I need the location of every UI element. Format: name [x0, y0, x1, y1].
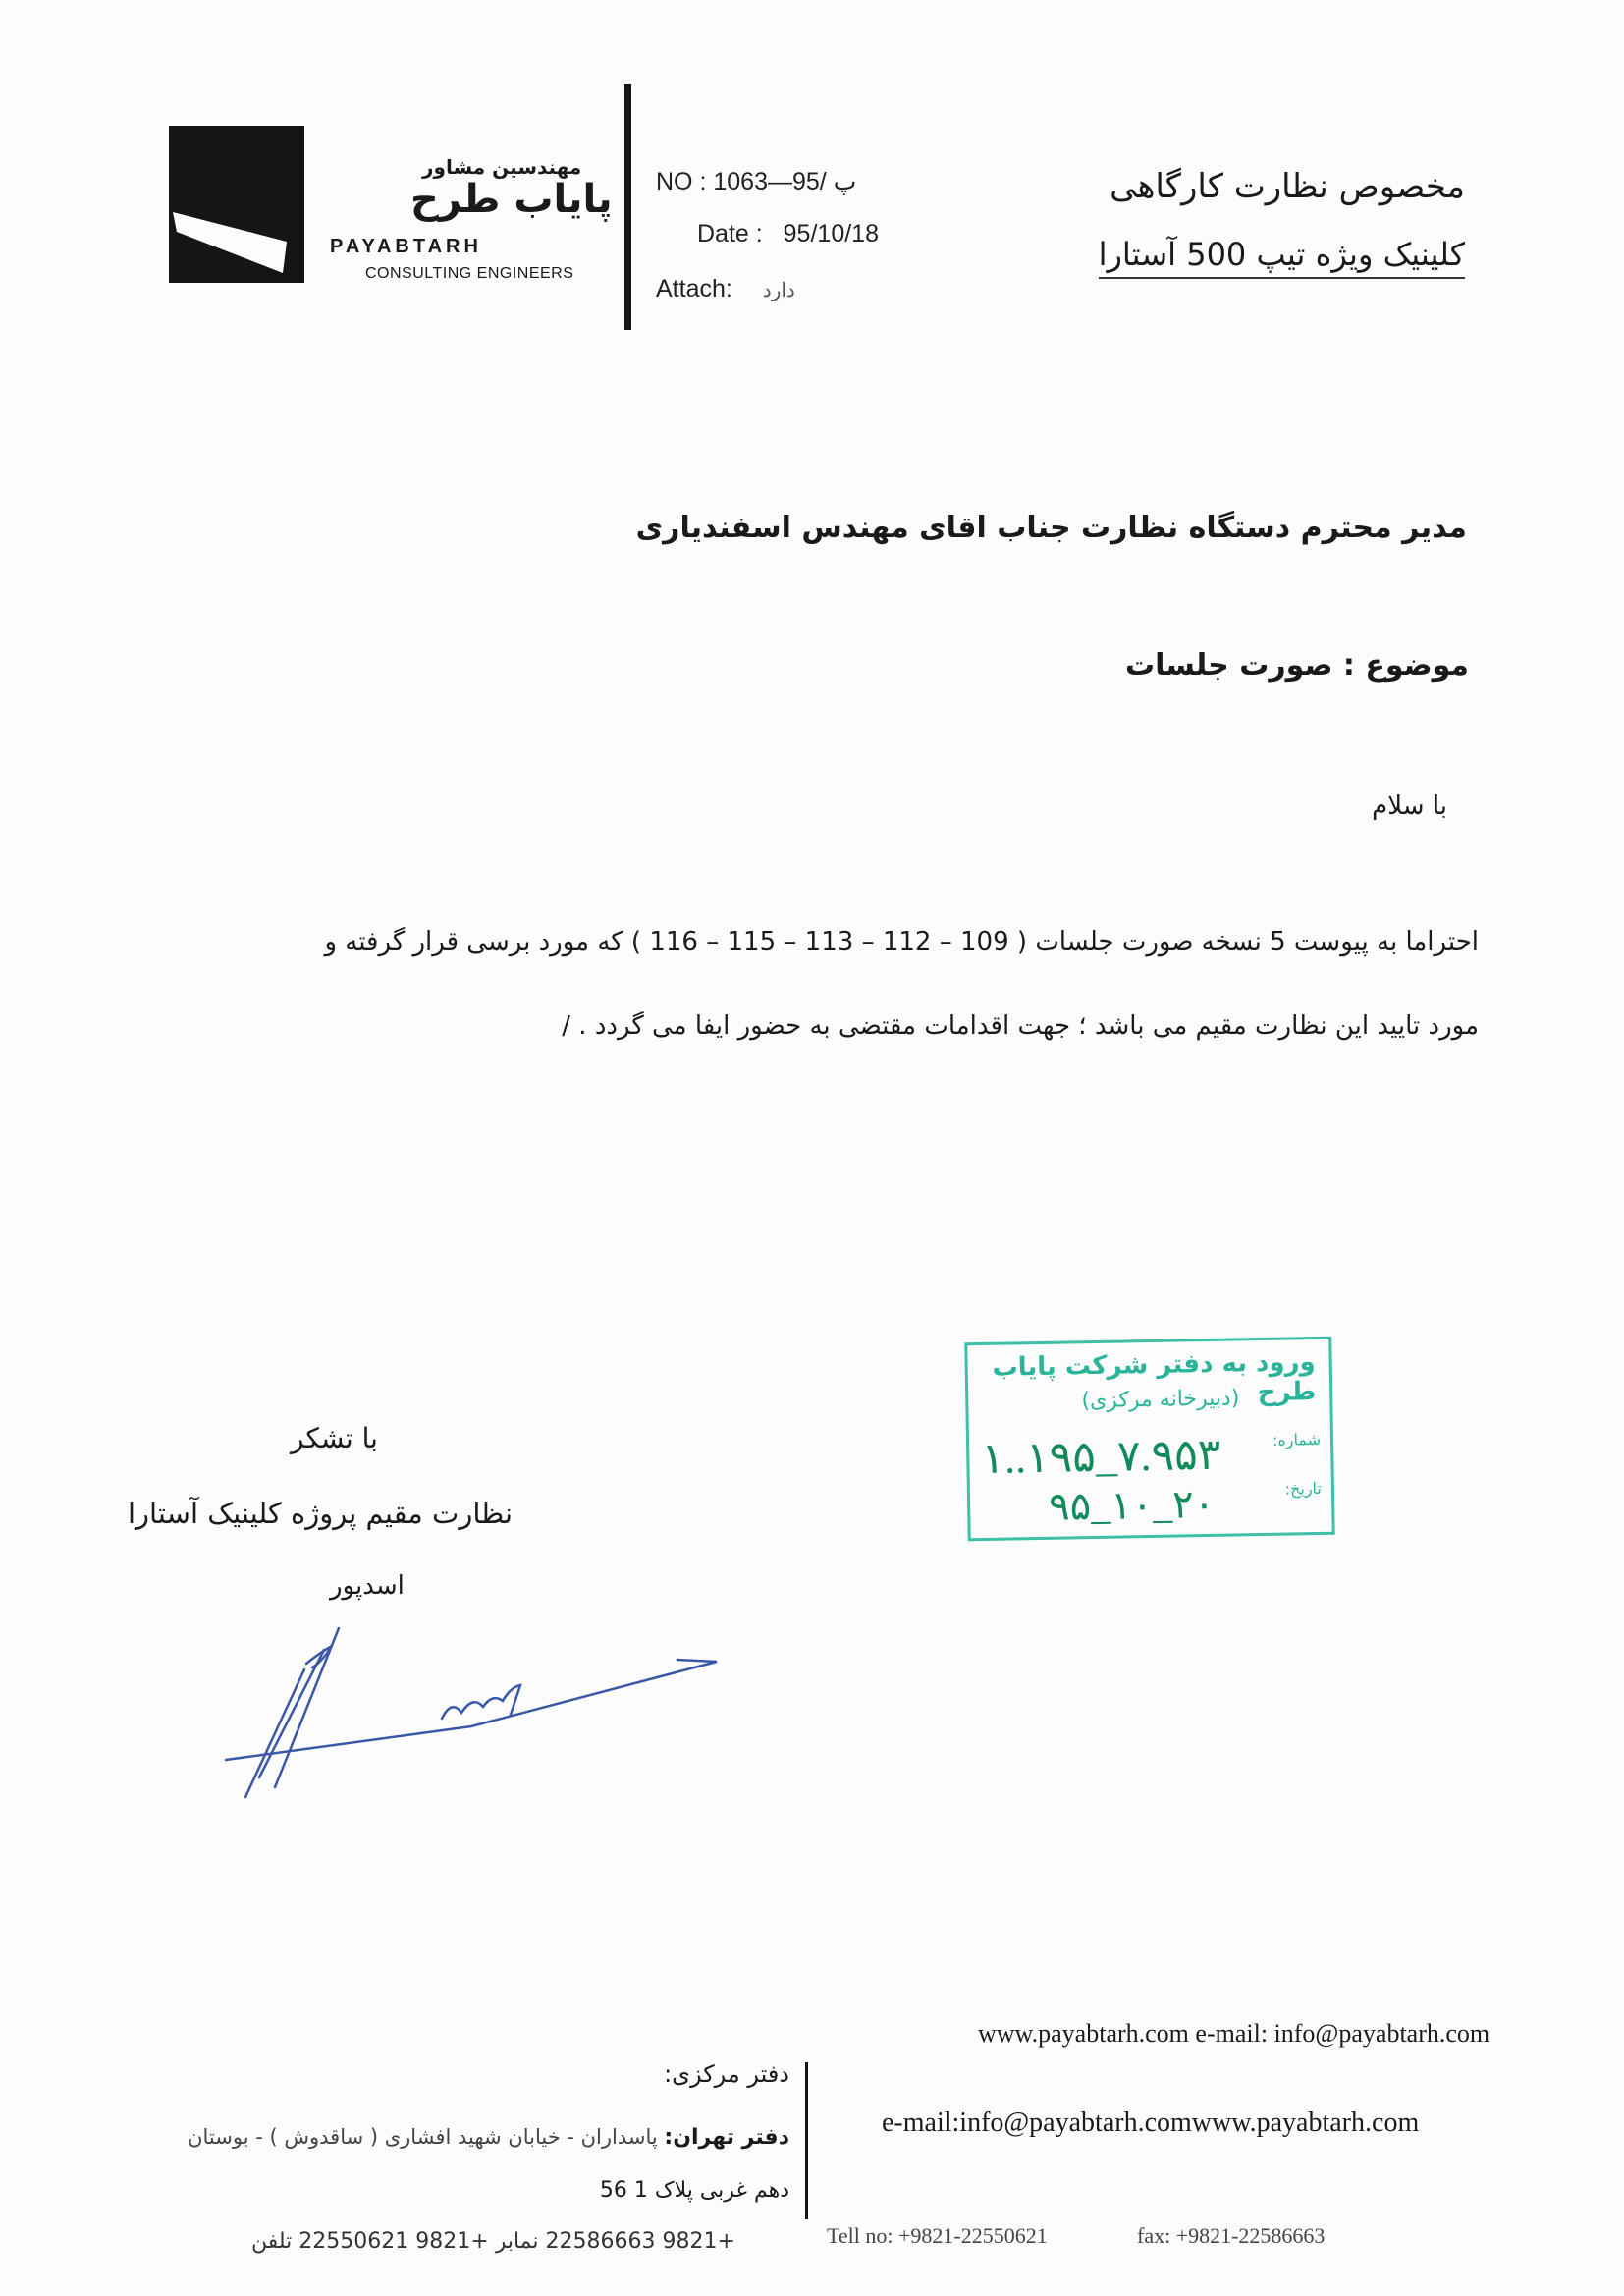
- sender-title: نظارت مقیم پروژه کلینیک آستارا: [128, 1497, 514, 1530]
- company-logo: [169, 126, 304, 283]
- paragraph-line-1: احتراما به پیوست 5 نسخه صورت جلسات ( 109 – 112 – 113 – 115 – 116 ) که مورد برسی قرار گرفته و: [324, 927, 1479, 957]
- footer-tel: Tell no: +9821-22550621: [827, 2223, 1048, 2248]
- office-address: [188, 2125, 789, 2150]
- stamp-line-2: (دبیرخانه مرکزی): [1081, 1386, 1240, 1414]
- stamp-number: ۱..۱۹۵_۷.۹۵۳: [980, 1430, 1221, 1483]
- no-label: NO :: [656, 168, 707, 195]
- header-project: کلینیک ویژه تیپ 500 آستارا: [1099, 236, 1465, 279]
- no-value: پ /95—1063: [713, 168, 857, 195]
- company-name-fa: پایاب طرح: [410, 177, 613, 222]
- office-title: دفتر مرکزی:: [664, 2060, 789, 2088]
- office-address-text: پاسداران - خیابان شهید افشاری ( ساقدوش ) - بوستان: [188, 2125, 658, 2149]
- signature: [216, 1611, 727, 1866]
- letter-number: [656, 167, 856, 196]
- date-label: Date :: [697, 220, 763, 247]
- footer-divider: [805, 2062, 808, 2219]
- company-name-en: PAYABTARH: [330, 236, 482, 257]
- footer-phones-fa: +9821 22586663 نمابر +9821 22550621 تلفن: [251, 2229, 735, 2254]
- letter-date: [697, 220, 879, 248]
- attach-label: Attach:: [656, 275, 732, 302]
- stamp-date: ۹۵_۱۰_۲۰: [1048, 1481, 1216, 1529]
- company-subtitle-fa: مهندسین مشاور: [422, 155, 582, 179]
- addressee: مدیر محترم دستگاه نظارت جناب اقای مهندس اسفندیاری: [635, 511, 1467, 545]
- footer-web-email: www.payabtarh.com e-mail: info@payabtarh.com: [978, 2019, 1490, 2048]
- header-title: مخصوص نظارت کارگاهی: [1110, 167, 1465, 206]
- footer-fax: fax: +9821-22586663: [1137, 2223, 1326, 2248]
- paragraph-line-2: مورد تایید این نظارت مقیم می باشد ؛ جهت اقدامات مقتضی به حضور ایفا می گردد . /: [562, 1011, 1479, 1041]
- office-address-2: دهم غربی پلاک 1 56: [599, 2178, 789, 2203]
- letter-attach: [656, 275, 795, 303]
- header-divider: [624, 84, 631, 330]
- stamp-line-1: ورود به دفتر شرکت پایاب طرح: [992, 1347, 1317, 1408]
- attach-value: دارد: [762, 280, 795, 301]
- stamp-number-label: شماره:: [1272, 1429, 1322, 1449]
- company-subtitle-en: CONSULTING ENGINEERS: [365, 265, 574, 282]
- sender-name: اسدپور: [330, 1571, 405, 1601]
- closing: با تشکر: [291, 1422, 378, 1454]
- greeting: با سلام: [1372, 792, 1447, 821]
- footer-email-web: e-mail:info@payabtarh.comwww.payabtarh.com: [882, 2107, 1420, 2138]
- subject: موضوع : صورت جلسات: [1124, 648, 1469, 683]
- stamp-date-label: تاریخ:: [1284, 1478, 1323, 1499]
- received-stamp: [964, 1337, 1334, 1541]
- office-address-label: دفتر تهران:: [664, 2125, 789, 2150]
- date-value: 95/10/18: [783, 220, 879, 247]
